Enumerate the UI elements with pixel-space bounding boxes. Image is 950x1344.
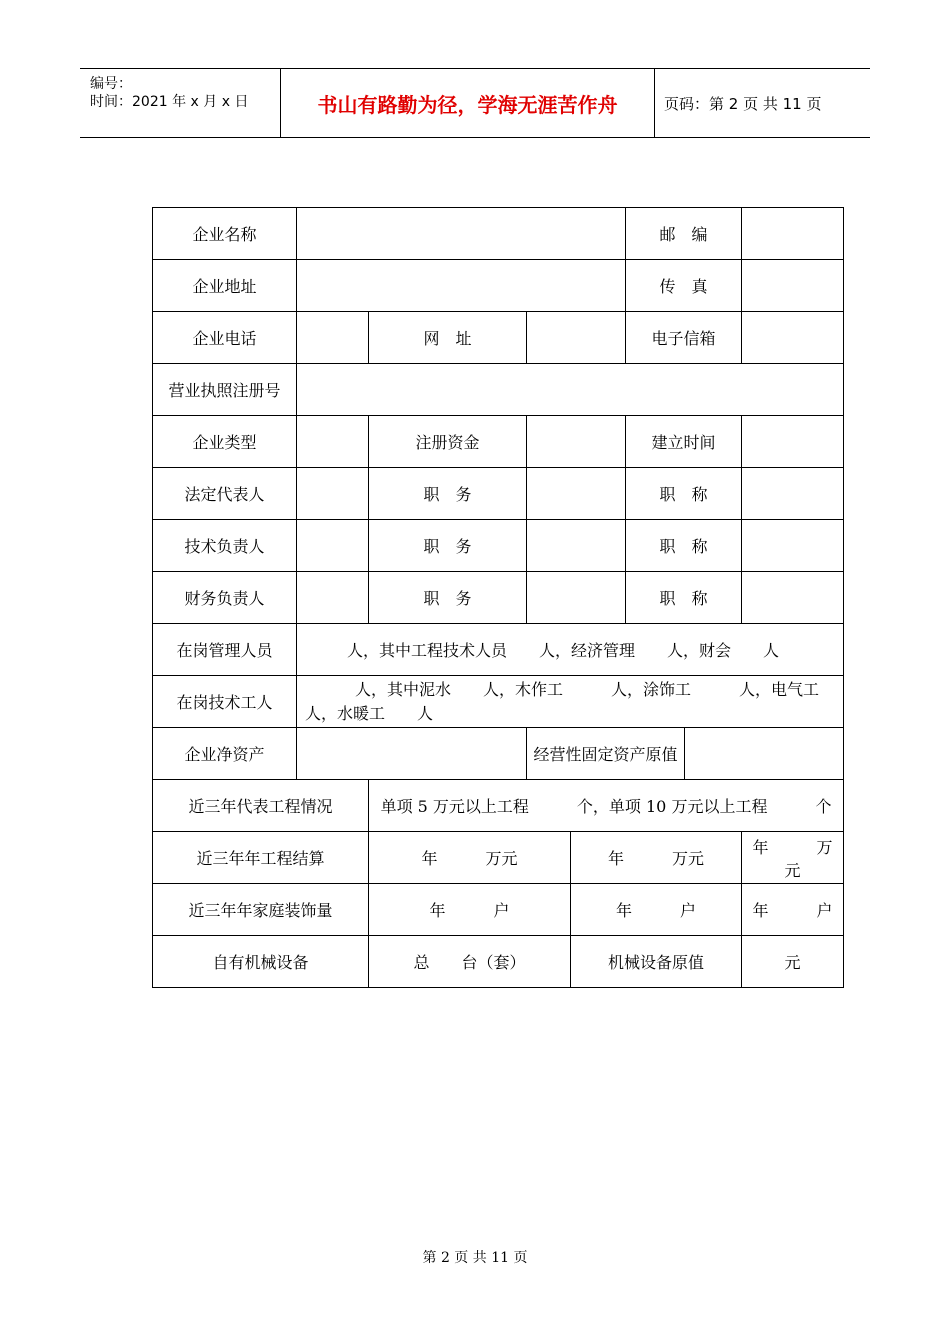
equipment-total[interactable]: 总 台（套） [369,936,571,988]
home-decor-label: 近三年年家庭装饰量 [153,884,369,936]
company-type-label: 企业类型 [153,416,297,468]
title-field[interactable] [742,520,844,572]
motto: 书山有路勤为径，学海无涯苦作舟 [281,69,655,137]
position-label: 职 务 [369,468,527,520]
projects-detail[interactable]: 单项 5 万元以上工程 个，单项 10 万元以上工程 个 [369,780,844,832]
tech-head-field[interactable] [297,520,369,572]
time-label: 时间：2021 年 x 月 x 日 [90,94,249,110]
fax-field[interactable] [742,260,844,312]
mgmt-staff-label: 在岗管理人员 [153,624,297,676]
title-field[interactable] [742,572,844,624]
legal-rep-field[interactable] [297,468,369,520]
established-field[interactable] [742,416,844,468]
company-name-field[interactable] [297,208,626,260]
website-field[interactable] [527,312,626,364]
finance-head-field[interactable] [297,572,369,624]
net-assets-field[interactable] [297,728,527,780]
document-header [80,68,870,138]
title-label: 职 称 [626,468,742,520]
fixed-assets-field[interactable] [685,728,844,780]
email-field[interactable] [742,312,844,364]
page-info: 页码：第 2 页 共 11 页 [664,94,822,113]
postcode-label: 邮 编 [626,208,742,260]
license-no-field[interactable] [297,364,844,416]
company-address-label: 企业地址 [153,260,297,312]
company-name-label: 企业名称 [153,208,297,260]
equipment-value-label: 机械设备原值 [571,936,742,988]
position-field[interactable] [527,520,626,572]
page-footer: 第 2 页 共 11 页 [422,1250,528,1266]
website-label: 网 址 [369,312,527,364]
home-decor-year-1[interactable]: 年 户 [369,884,571,936]
email-label: 电子信箱 [626,312,742,364]
serial-label: 编号： [90,76,132,92]
fixed-assets-label: 经营性固定资产原值 [527,728,685,780]
settlement-year-3[interactable]: 年 万元 [742,832,844,884]
settlement-year-2[interactable]: 年 万元 [571,832,742,884]
position-label: 职 务 [369,520,527,572]
registered-capital-label: 注册资金 [369,416,527,468]
projects-label: 近三年代表工程情况 [153,780,369,832]
position-label: 职 务 [369,572,527,624]
tech-head-label: 技术负责人 [153,520,297,572]
license-no-label: 营业执照注册号 [153,364,297,416]
settlement-year-1[interactable]: 年 万元 [369,832,571,884]
equipment-label: 自有机械设备 [153,936,369,988]
tech-workers-label: 在岗技术工人 [153,676,297,728]
title-label: 职 称 [626,572,742,624]
company-phone-label: 企业电话 [153,312,297,364]
registration-form [152,207,844,988]
company-type-field[interactable] [297,416,369,468]
company-address-field[interactable] [297,260,626,312]
home-decor-year-2[interactable]: 年 户 [571,884,742,936]
company-phone-field[interactable] [297,312,369,364]
finance-head-label: 财务负责人 [153,572,297,624]
equipment-value-field[interactable]: 元 [742,936,844,988]
established-label: 建立时间 [626,416,742,468]
tech-workers-detail[interactable]: 人，其中泥水 人，木作工 人，涂饰工 人，电气工人，水暖工 人 [297,676,844,728]
settlement-label: 近三年年工程结算 [153,832,369,884]
title-field[interactable] [742,468,844,520]
mgmt-staff-detail[interactable]: 人，其中工程技术人员 人，经济管理 人，财会 人 [297,624,844,676]
title-label: 职 称 [626,520,742,572]
home-decor-year-3[interactable]: 年 户 [742,884,844,936]
net-assets-label: 企业净资产 [153,728,297,780]
postcode-field[interactable] [742,208,844,260]
registered-capital-field[interactable] [527,416,626,468]
position-field[interactable] [527,468,626,520]
legal-rep-label: 法定代表人 [153,468,297,520]
fax-label: 传 真 [626,260,742,312]
position-field[interactable] [527,572,626,624]
header-meta [80,69,281,137]
